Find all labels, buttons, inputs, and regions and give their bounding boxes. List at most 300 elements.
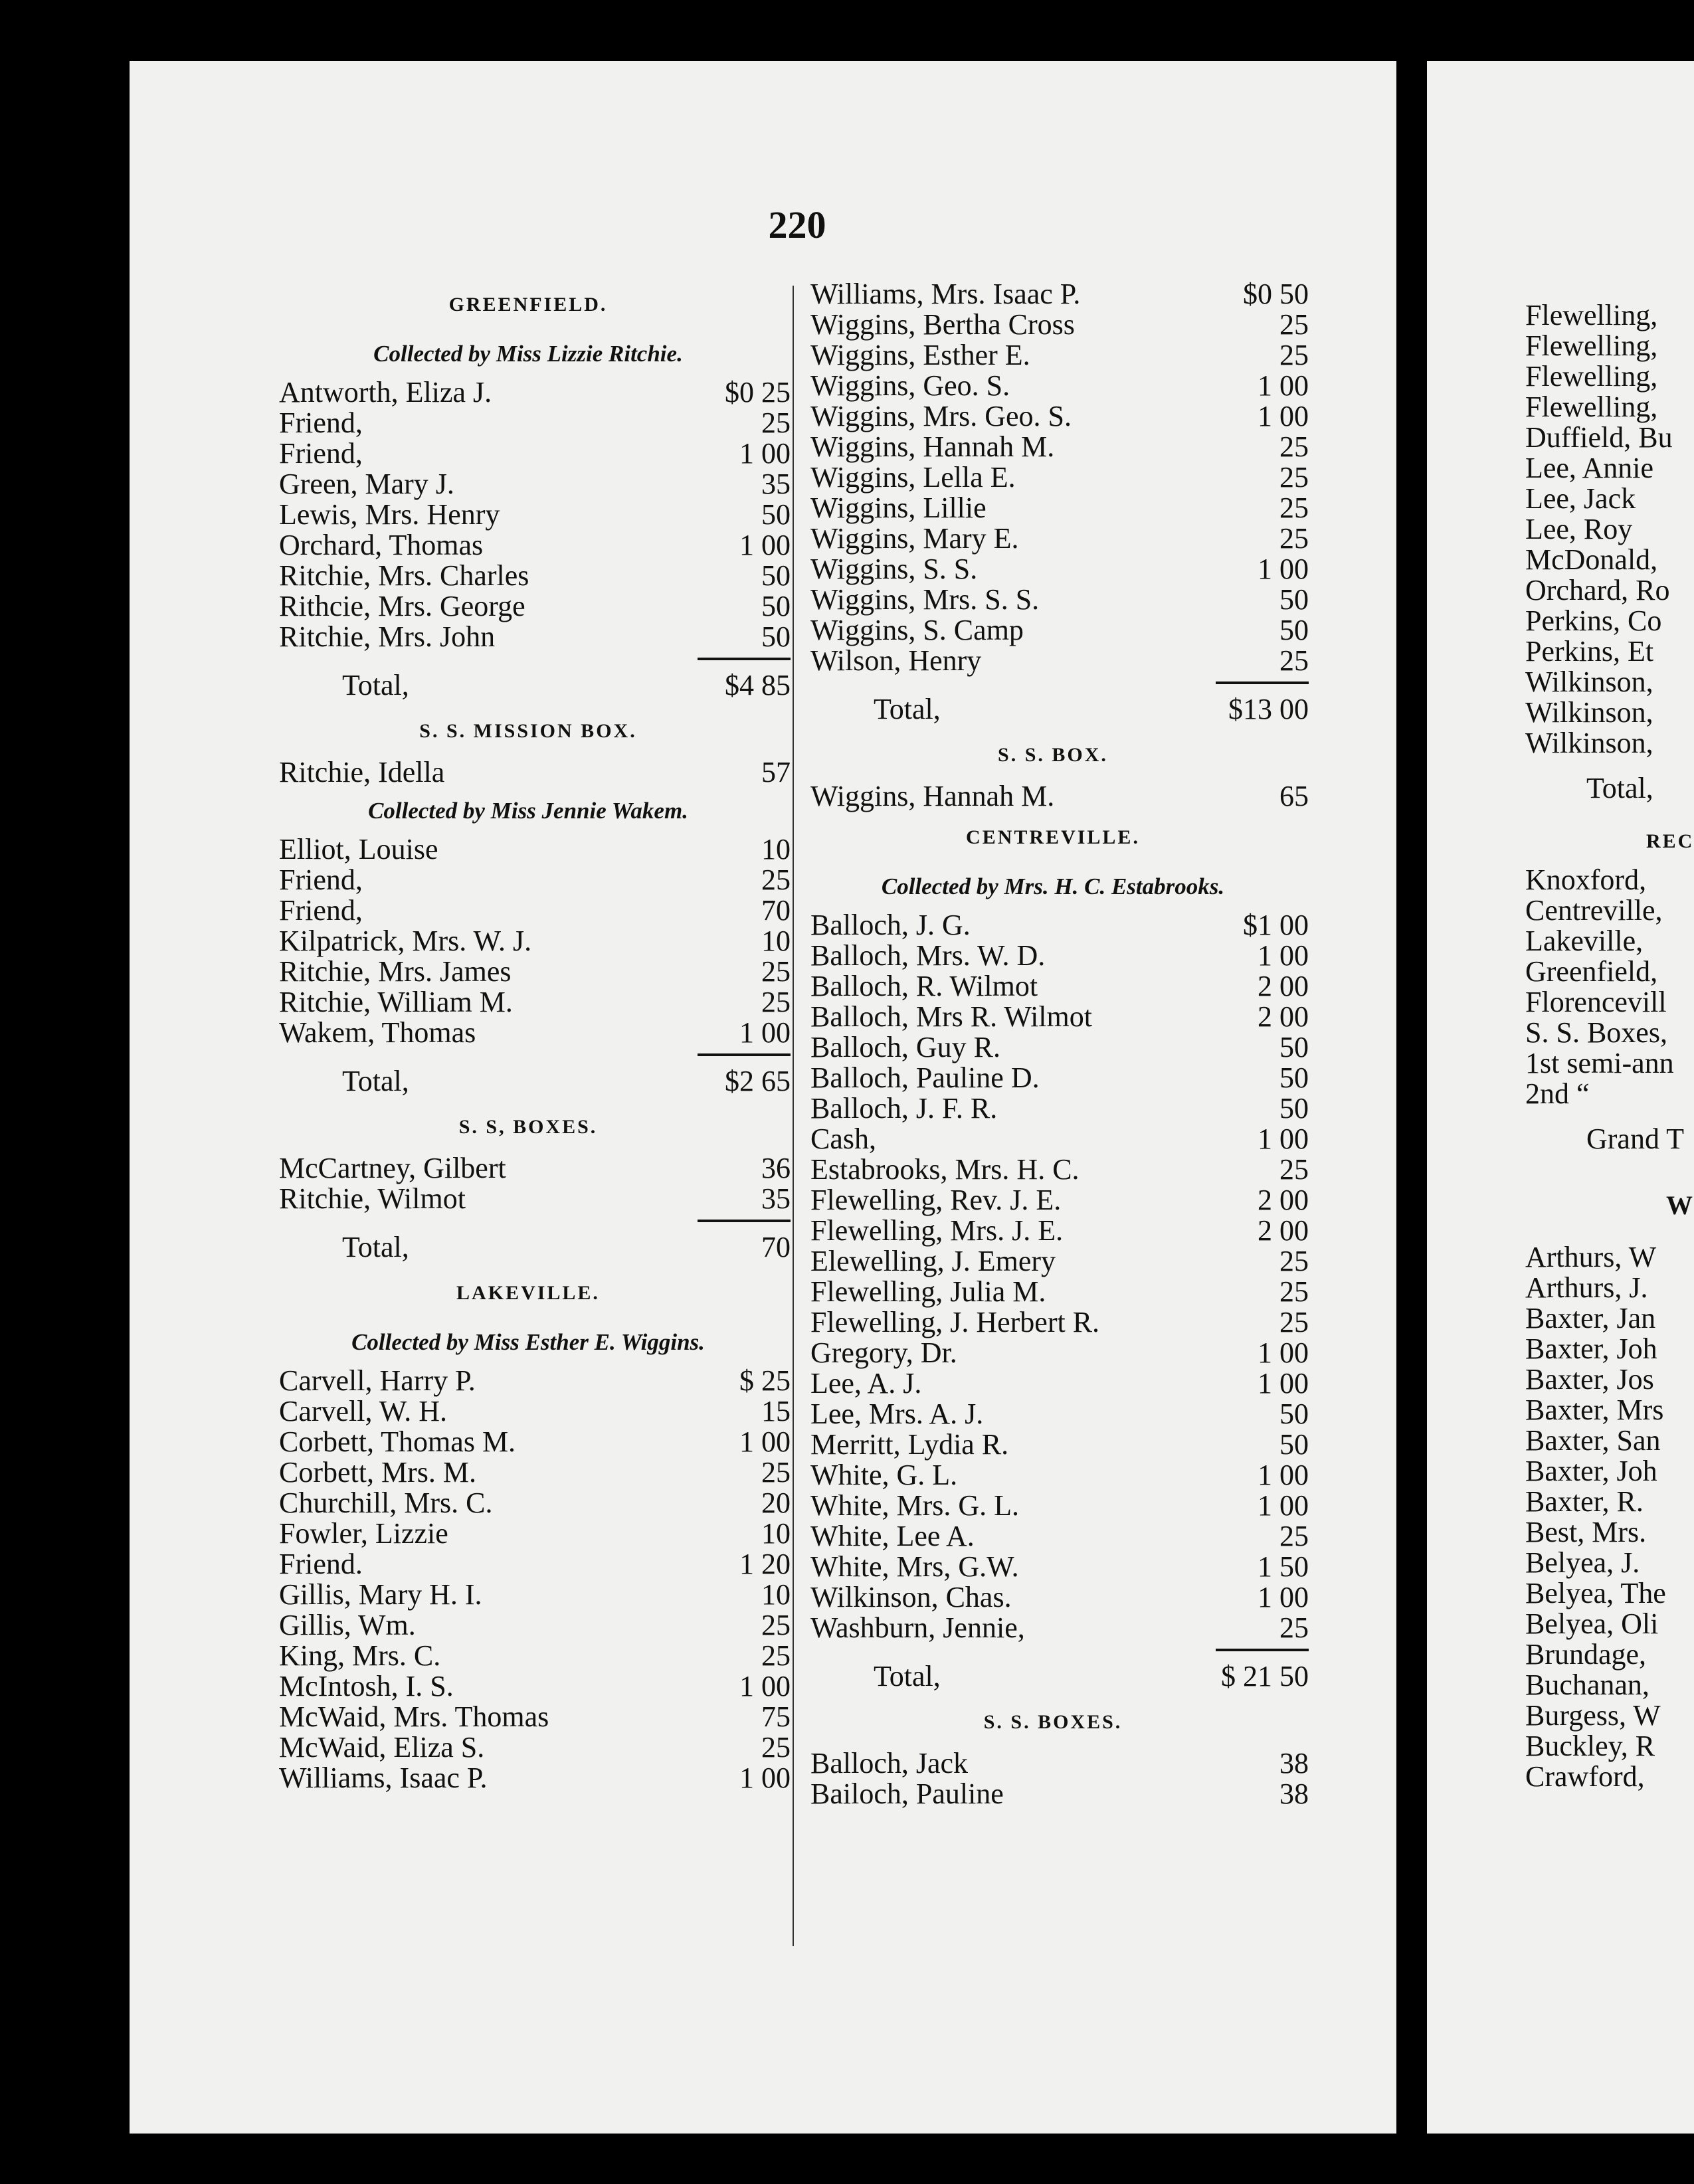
facing-line: Belyea, J. <box>1525 1546 1640 1579</box>
total-row <box>266 1228 791 1267</box>
contribution-amount: 1 00 <box>1258 553 1309 585</box>
facing-line: Baxter, Joh <box>1525 1455 1657 1487</box>
contributor-name: Fowler, Lizzie <box>279 1517 448 1550</box>
list-item <box>797 310 1309 340</box>
list-item <box>266 1457 791 1488</box>
contribution-amount: 25 <box>1279 1611 1309 1644</box>
contributor-name: Wiggins, Esther E. <box>810 339 1030 371</box>
facing-line: Baxter, R. <box>1525 1485 1644 1518</box>
facing-line: 1st semi-ann <box>1525 1047 1674 1079</box>
section-heading-boxes: S. S, BOXES. <box>458 1116 598 1138</box>
facing-line: S. S. Boxes, <box>1525 1016 1667 1049</box>
list-item <box>797 646 1309 676</box>
facing-line: Belyea, Oli <box>1525 1607 1659 1640</box>
contribution-amount: 1 00 <box>1258 939 1309 972</box>
contribution-amount: 35 <box>761 468 791 500</box>
facing-total: Total, <box>1586 772 1653 804</box>
list-item <box>266 865 791 895</box>
list-boxes <box>266 1153 791 1214</box>
section-heading-lakeville: LAKEVILLE. <box>456 1282 600 1304</box>
contributor-name: Flewelling, Mrs. J. E. <box>810 1214 1064 1247</box>
contribution-amount: 38 <box>1279 1747 1309 1779</box>
list-mission-box <box>266 757 791 788</box>
facing-line: Flewelling, <box>1525 299 1658 331</box>
facing-heading-w: W <box>1666 1190 1693 1220</box>
total-rule <box>266 1214 791 1228</box>
contributor-name: Cash, <box>810 1123 876 1155</box>
contributor-name: Ritchie, William M. <box>279 986 513 1018</box>
contributor-name: Churchill, Mrs. C. <box>279 1487 493 1519</box>
contribution-amount: 50 <box>1279 1398 1309 1430</box>
list-item <box>266 469 791 500</box>
contributor-name: McCartney, Gilbert <box>279 1152 506 1184</box>
contribution-amount: 36 <box>761 1152 791 1184</box>
total-rule <box>797 1643 1309 1657</box>
right-column <box>797 279 1309 1809</box>
contributor-name: Wiggins, S. Camp <box>810 614 1024 646</box>
list-boxes2 <box>797 1748 1309 1809</box>
list-item <box>266 1518 791 1549</box>
contribution-amount: 25 <box>1279 522 1309 555</box>
contribution-amount: 50 <box>1279 1092 1309 1125</box>
facing-line: Baxter, Jan <box>1525 1302 1656 1334</box>
facing-line: Wilkinson, <box>1525 727 1653 759</box>
list-item <box>797 1521 1309 1552</box>
contribution-amount: 1 00 <box>739 437 791 470</box>
contribution-amount: 25 <box>1279 644 1309 677</box>
contribution-amount: 1 00 <box>1258 1459 1309 1491</box>
list-item <box>797 1338 1309 1368</box>
facing-line: Lee, Jack <box>1525 482 1636 515</box>
contribution-amount: 38 <box>1279 1777 1309 1810</box>
contributor-name: Lee, Mrs. A. J. <box>810 1398 984 1430</box>
total-rule <box>266 1048 791 1061</box>
list-item <box>266 1641 791 1671</box>
list-item <box>266 1488 791 1518</box>
facing-line: Flewelling, <box>1525 360 1658 393</box>
list-lakeville-cont <box>797 279 1309 676</box>
list-item <box>797 279 1309 310</box>
facing-page <box>1427 61 1694 2134</box>
contributor-name: Wilson, Henry <box>810 644 982 677</box>
list-item <box>266 438 791 469</box>
contribution-amount: 10 <box>761 1578 791 1611</box>
facing-line: Perkins, Co <box>1525 604 1662 637</box>
facing-line: Lee, Roy <box>1525 513 1633 545</box>
contributor-name: McWaid, Mrs. Thomas <box>279 1700 549 1733</box>
total-row <box>797 689 1309 729</box>
list-item <box>797 1307 1309 1338</box>
contribution-amount: 10 <box>761 1517 791 1550</box>
contribution-amount: $1 00 <box>1243 909 1309 941</box>
contribution-amount: $ 25 <box>739 1364 791 1397</box>
contribution-amount: 1 00 <box>1258 1581 1309 1613</box>
contribution-amount: 25 <box>761 1639 791 1672</box>
facing-list-a <box>1427 300 1694 759</box>
section-heading-centreville: CENTREVILLE. <box>966 826 1140 848</box>
list-item <box>266 500 791 530</box>
list-item <box>797 781 1309 812</box>
contributor-name: Balloch, Pauline D. <box>810 1061 1040 1094</box>
contributor-name: Merritt, Lydia R. <box>810 1428 1009 1461</box>
list-item <box>266 1732 791 1763</box>
contributor-name: Wiggins, Lella E. <box>810 461 1016 494</box>
contributor-name: Ritchie, Mrs. James <box>279 955 512 988</box>
contribution-amount: 1 00 <box>739 1670 791 1702</box>
contributor-name: Ritchie, Idella <box>279 756 445 788</box>
contributor-name: Friend, <box>279 437 363 470</box>
contributor-name: Flewelling, Rev. J. E. <box>810 1184 1062 1216</box>
facing-heading: REC <box>1646 830 1694 852</box>
contributor-name: Rithcie, Mrs. George <box>279 590 525 622</box>
list-item <box>797 493 1309 523</box>
contributor-name: White, Mrs. G. L. <box>810 1489 1020 1522</box>
contribution-amount: 2 00 <box>1258 1184 1309 1216</box>
facing-line: Centreville, <box>1525 894 1663 927</box>
column-divider <box>793 286 794 1946</box>
total-amount: $13 00 <box>1228 693 1309 725</box>
contribution-amount: 25 <box>761 955 791 988</box>
contribution-amount: $0 50 <box>1243 278 1309 310</box>
list-item <box>266 895 791 926</box>
contributor-name: Friend, <box>279 864 363 896</box>
contributor-name: Kilpatrick, Mrs. W. J. <box>279 925 532 957</box>
list-item <box>266 1153 791 1184</box>
contribution-amount: 1 20 <box>739 1548 791 1580</box>
contributor-name: Wilkinson, Chas. <box>810 1581 1012 1613</box>
list-item <box>797 1552 1309 1582</box>
total-rule <box>266 652 791 666</box>
list-item <box>797 1185 1309 1216</box>
facing-line: Burgess, W <box>1525 1699 1661 1732</box>
contributor-name: Balloch, J. G. <box>810 909 971 941</box>
list-item <box>797 585 1309 615</box>
list-item <box>266 1671 791 1702</box>
facing-line: McDonald, <box>1525 543 1658 576</box>
contribution-amount: 15 <box>761 1395 791 1427</box>
contribution-amount: 75 <box>761 1700 791 1733</box>
list-item <box>797 371 1309 401</box>
facing-line: Buchanan, <box>1525 1669 1649 1701</box>
contribution-amount: 1 00 <box>739 1762 791 1794</box>
list-item <box>797 1779 1309 1809</box>
contribution-amount: 25 <box>761 407 791 439</box>
collector-line: Collected by Mrs. H. C. Estabrooks. <box>881 873 1225 899</box>
list-item <box>797 615 1309 646</box>
contribution-amount: 50 <box>761 590 791 622</box>
contributor-name: Wiggins, Mrs. Geo. S. <box>810 400 1072 432</box>
list-item <box>266 987 791 1018</box>
contribution-amount: 1 00 <box>739 1425 791 1458</box>
contribution-amount: 50 <box>1279 1061 1309 1094</box>
contributor-name: Wiggins, Bertha Cross <box>810 308 1075 341</box>
contributor-name: Wiggins, Hannah M. <box>810 430 1055 463</box>
contributor-name: Elewelling, J. Emery <box>810 1245 1056 1277</box>
list-item <box>797 554 1309 585</box>
list-item <box>266 408 791 438</box>
contributor-name: Antworth, Eliza J. <box>279 376 492 409</box>
contribution-amount: 25 <box>761 864 791 896</box>
contributor-name: Williams, Mrs. Isaac P. <box>810 278 1081 310</box>
collector-line: Collected by Miss Jennie Wakem. <box>368 798 688 824</box>
facing-line: Duffield, Bu <box>1525 421 1673 454</box>
contributor-name: McIntosh, I. S. <box>279 1670 454 1702</box>
contribution-amount: 25 <box>761 1456 791 1489</box>
list-item <box>266 834 791 865</box>
facing-line: Knoxford, <box>1525 864 1647 896</box>
section-heading-ss-box: S. S. BOX. <box>998 744 1108 766</box>
contributor-name: Corbett, Mrs. M. <box>279 1456 476 1489</box>
contribution-amount: 10 <box>761 833 791 865</box>
collector-line: Collected by Miss Lizzie Ritchie. <box>373 341 683 367</box>
list-item <box>797 1429 1309 1460</box>
facing-line: Best, Mrs. <box>1525 1516 1647 1548</box>
list-item <box>266 1427 791 1457</box>
section-heading-greenfield: GREENFIELD. <box>448 294 608 316</box>
facing-line: Perkins, Et <box>1525 635 1654 668</box>
total-rule <box>797 676 1309 689</box>
list-item <box>797 910 1309 941</box>
list-lakeville <box>266 1366 791 1793</box>
contribution-amount: 1 00 <box>1258 1489 1309 1522</box>
contributor-name: Wiggins, Mary E. <box>810 522 1019 555</box>
contributor-name: Balloch, J. F. R. <box>810 1092 998 1125</box>
page-number: 220 <box>768 203 826 246</box>
contribution-amount: 20 <box>761 1487 791 1519</box>
contribution-amount: 1 00 <box>1258 1123 1309 1155</box>
list-item <box>266 622 791 652</box>
list-item <box>797 1093 1309 1124</box>
list-item <box>266 1702 791 1732</box>
list-item <box>797 1491 1309 1521</box>
total-label: Total, <box>874 1660 941 1692</box>
contribution-amount: 65 <box>1279 780 1309 812</box>
contributor-name: Corbett, Thomas M. <box>279 1425 516 1458</box>
facing-line: Wilkinson, <box>1525 666 1653 698</box>
contribution-amount: 2 00 <box>1258 1000 1309 1033</box>
contributor-name: Wiggins, Geo. S. <box>810 369 1010 402</box>
facing-line: 2nd “ <box>1525 1077 1590 1110</box>
contributor-name: Estabrooks, Mrs. H. C. <box>810 1153 1080 1186</box>
list-item <box>266 926 791 956</box>
list-item <box>266 1549 791 1580</box>
list-item <box>797 432 1309 462</box>
contribution-amount: 25 <box>761 1609 791 1641</box>
contribution-amount: 50 <box>1279 1031 1309 1063</box>
contributor-name: Wakem, Thomas <box>279 1016 476 1049</box>
facing-line: Belyea, The <box>1525 1577 1666 1609</box>
contributor-name: Gillis, Wm. <box>279 1609 416 1641</box>
facing-line: Brundage, <box>1525 1638 1647 1671</box>
contribution-amount: 50 <box>761 498 791 531</box>
contribution-amount: 2 00 <box>1258 1214 1309 1247</box>
contributor-name: Carvell, W. H. <box>279 1395 447 1427</box>
total-row <box>266 1061 791 1101</box>
contributor-name: Balloch, Mrs. W. D. <box>810 939 1046 972</box>
total-amount: 70 <box>761 1231 791 1263</box>
section-heading-mission-box: S. S. MISSION BOX. <box>419 720 637 742</box>
contributor-name: Williams, Isaac P. <box>279 1762 488 1794</box>
contribution-amount: 25 <box>761 1731 791 1764</box>
list-item <box>797 1748 1309 1779</box>
contribution-amount: 25 <box>1279 461 1309 494</box>
contribution-amount: 57 <box>761 756 791 788</box>
facing-line: Baxter, Jos <box>1525 1363 1654 1396</box>
contribution-amount: 1 50 <box>1258 1550 1309 1583</box>
contributor-name: Wiggins, S. S. <box>810 553 978 585</box>
contributor-name: McWaid, Eliza S. <box>279 1731 485 1764</box>
contributor-name: White, Mrs, G.W. <box>810 1550 1019 1583</box>
contribution-amount: 1 00 <box>1258 369 1309 402</box>
contribution-amount: $0 25 <box>725 376 791 409</box>
contribution-amount: 25 <box>1279 1306 1309 1338</box>
contributor-name: Green, Mary J. <box>279 468 454 500</box>
contributor-name: King, Mrs. C. <box>279 1639 441 1672</box>
contribution-amount: 1 00 <box>739 1016 791 1049</box>
list-item <box>266 1610 791 1641</box>
list-item <box>797 523 1309 554</box>
contribution-amount: 25 <box>761 986 791 1018</box>
list-item <box>797 1154 1309 1185</box>
list-centreville <box>797 910 1309 1643</box>
contribution-amount: 50 <box>761 620 791 653</box>
list-item <box>266 1366 791 1396</box>
list-item <box>266 377 791 408</box>
list-item <box>797 1613 1309 1643</box>
list-item <box>797 1032 1309 1063</box>
contribution-amount: 2 00 <box>1258 970 1309 1002</box>
list-item <box>797 462 1309 493</box>
list-item <box>266 530 791 561</box>
contribution-amount: 25 <box>1279 1153 1309 1186</box>
list-greenfield <box>266 377 791 652</box>
contribution-amount: 25 <box>1279 308 1309 341</box>
list-ss-box <box>797 781 1309 812</box>
contributor-name: Wiggins, Mrs. S. S. <box>810 583 1040 616</box>
facing-line: Buckley, R <box>1525 1730 1655 1762</box>
contributor-name: Balloch, Guy R. <box>810 1031 1000 1063</box>
contribution-amount: 50 <box>1279 1428 1309 1461</box>
total-label: Total, <box>342 1231 409 1263</box>
total-row <box>797 1657 1309 1696</box>
list-item <box>797 1063 1309 1093</box>
contributor-name: Bailoch, Pauline <box>810 1777 1004 1810</box>
contributor-name: Wiggins, Hannah M. <box>810 780 1055 812</box>
list-item <box>266 1396 791 1427</box>
list-item <box>797 1246 1309 1277</box>
contributor-name: Lewis, Mrs. Henry <box>279 498 500 531</box>
facing-line: Lakeville, <box>1525 925 1644 957</box>
contributor-name: Wiggins, Lillie <box>810 492 987 524</box>
contributor-name: Friend, <box>279 894 363 927</box>
list-item <box>266 956 791 987</box>
contribution-amount: 25 <box>1279 1275 1309 1308</box>
contributor-name: White, G. L. <box>810 1459 958 1491</box>
list-item <box>797 1002 1309 1032</box>
contributor-name: Lee, A. J. <box>810 1367 922 1400</box>
list-item <box>797 340 1309 371</box>
contributor-name: Elliot, Louise <box>279 833 438 865</box>
list-item <box>797 1124 1309 1154</box>
list-item <box>266 591 791 622</box>
total-label: Total, <box>874 693 941 725</box>
contributor-name: Ritchie, Mrs. Charles <box>279 559 529 592</box>
list-item <box>266 757 791 788</box>
list-item <box>797 1216 1309 1246</box>
contribution-amount: 50 <box>761 559 791 592</box>
contribution-amount: 25 <box>1279 339 1309 371</box>
list-item <box>797 1277 1309 1307</box>
contributor-name: Orchard, Thomas <box>279 529 484 561</box>
facing-line: Flewelling, <box>1525 391 1658 423</box>
facing-line: Arthurs, W <box>1525 1241 1657 1273</box>
contributor-name: Balloch, Jack <box>810 1747 969 1779</box>
contribution-amount: 50 <box>1279 583 1309 616</box>
total-amount: $4 85 <box>725 669 791 701</box>
list-item <box>266 1580 791 1610</box>
facing-list-b <box>1427 865 1694 1109</box>
facing-line: Orchard, Ro <box>1525 574 1670 606</box>
collector-line: Collected by Miss Esther E. Wiggins. <box>351 1329 705 1355</box>
list-item <box>797 971 1309 1002</box>
total-row <box>266 666 791 705</box>
facing-line: Baxter, San <box>1525 1424 1661 1457</box>
facing-grand-total: Grand T <box>1586 1123 1685 1155</box>
contribution-amount: 35 <box>761 1182 791 1215</box>
list-item <box>266 1018 791 1048</box>
contributor-name: Flewelling, Julia M. <box>810 1275 1046 1308</box>
facing-line: Wilkinson, <box>1525 696 1653 729</box>
facing-line: Baxter, Joh <box>1525 1332 1657 1365</box>
facing-line: Arthurs, J. <box>1525 1271 1648 1304</box>
contributor-name: Balloch, R. Wilmot <box>810 970 1038 1002</box>
total-label: Total, <box>342 1065 409 1097</box>
contribution-amount: 25 <box>1279 1520 1309 1552</box>
facing-line: Lee, Annie <box>1525 452 1654 484</box>
list-item <box>266 1763 791 1793</box>
contribution-amount: 70 <box>761 894 791 927</box>
facing-line: Greenfield, <box>1525 955 1658 988</box>
left-column <box>266 279 791 1793</box>
contributor-name: Ritchie, Wilmot <box>279 1182 466 1215</box>
facing-line: Florencevill <box>1525 986 1667 1018</box>
contribution-amount: 50 <box>1279 614 1309 646</box>
contributor-name: Gillis, Mary H. I. <box>279 1578 482 1611</box>
facing-line: Crawford, <box>1525 1760 1645 1793</box>
contribution-amount: 1 00 <box>1258 1367 1309 1400</box>
list-item <box>797 1368 1309 1399</box>
contribution-amount: 1 00 <box>1258 400 1309 432</box>
total-amount: $ 21 50 <box>1221 1660 1309 1692</box>
contributor-name: Washburn, Jennie, <box>810 1611 1025 1644</box>
contribution-amount: 1 00 <box>1258 1336 1309 1369</box>
contributor-name: Balloch, Mrs R. Wilmot <box>810 1000 1092 1033</box>
list-item <box>797 1460 1309 1491</box>
contribution-amount: 25 <box>1279 430 1309 463</box>
contribution-amount: 25 <box>1279 1245 1309 1277</box>
contributor-name: Gregory, Dr. <box>810 1336 957 1369</box>
total-label: Total, <box>342 669 409 701</box>
section-heading-boxes: S. S. BOXES. <box>983 1711 1123 1733</box>
list-wakem <box>266 834 791 1048</box>
contribution-amount: 10 <box>761 925 791 957</box>
list-item <box>797 1582 1309 1613</box>
contributor-name: Friend. <box>279 1548 363 1580</box>
list-item <box>797 1399 1309 1429</box>
facing-line: Baxter, Mrs <box>1525 1394 1664 1426</box>
contributor-name: Carvell, Harry P. <box>279 1364 476 1397</box>
list-item <box>266 1184 791 1214</box>
